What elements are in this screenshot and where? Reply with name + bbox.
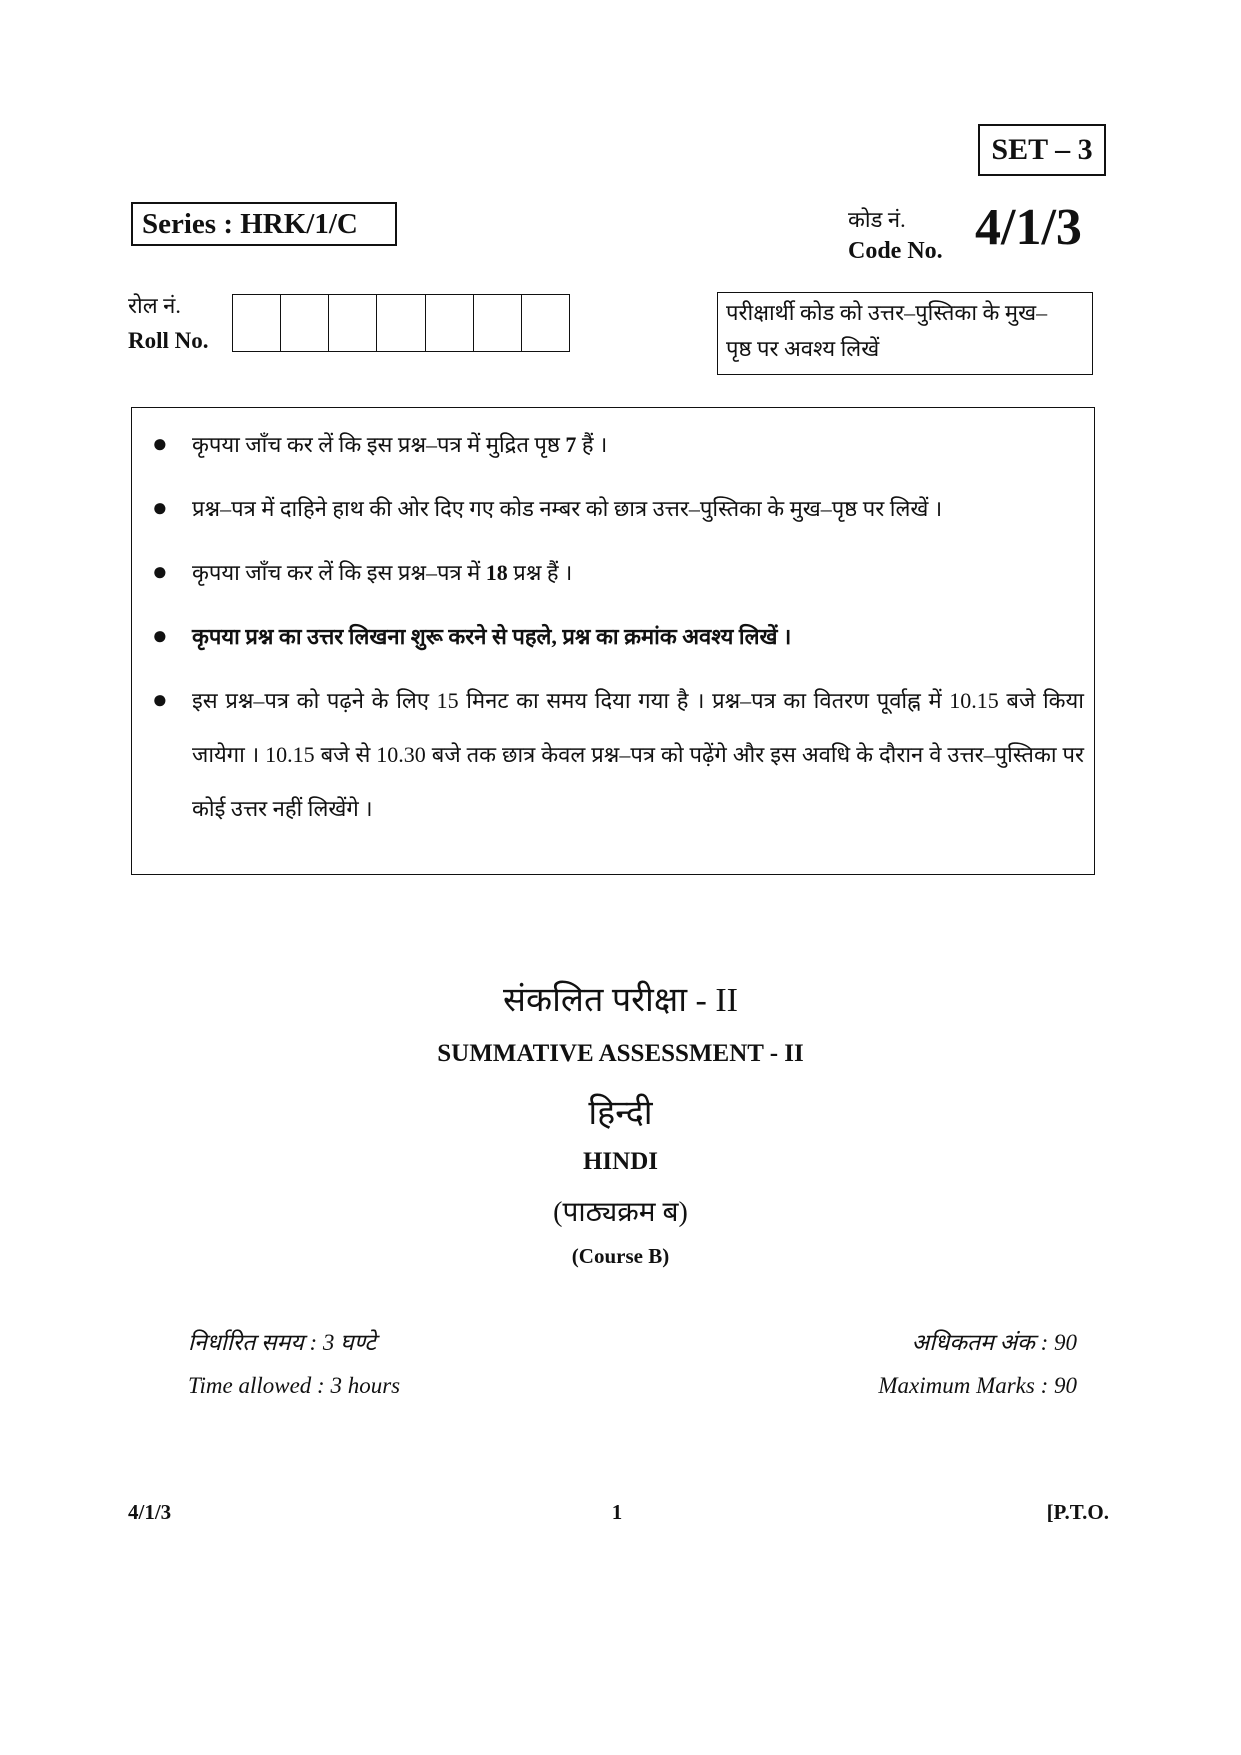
code-note-line-2: पृष्ठ पर अवश्य लिखें bbox=[726, 336, 880, 361]
course-english: (Course B) bbox=[571, 1244, 670, 1268]
max-marks-english: Maximum Marks : 90 bbox=[878, 1373, 1077, 1398]
subject-english: HINDI bbox=[582, 1148, 658, 1175]
instructions-box bbox=[131, 407, 1095, 875]
roll-box[interactable] bbox=[328, 294, 376, 352]
instruction-text: प्रश्न–पत्र में दाहिने हाथ की ओर दिए गए कोड नम्बर को छात्र उत्तर–पुस्तिका के मुख–पृष्ठ पर लिखें । bbox=[192, 496, 943, 521]
set-number-box: SET – 3 bbox=[978, 124, 1106, 176]
roll-box[interactable] bbox=[473, 294, 521, 352]
roll-box[interactable] bbox=[232, 294, 280, 352]
instruction-text: कृपया जाँच कर लें कि इस प्रश्न–पत्र में 18 प्रश्न हैं । bbox=[192, 560, 573, 585]
exam-title-english: SUMMATIVE ASSESSMENT - II bbox=[437, 1040, 804, 1067]
code-label-english: Code No. bbox=[848, 238, 943, 264]
course-hindi: (पाठ्यक्रम ब) bbox=[553, 1197, 688, 1228]
instruction-text: कृपया प्रश्न का उत्तर लिखना शुरू करने से पहले, प्रश्न का क्रमांक अवश्य लिखें । bbox=[192, 624, 792, 649]
roll-box[interactable] bbox=[376, 294, 424, 352]
instruction-text: इस प्रश्न–पत्र को पढ़ने के लिए 15 मिनट का समय दिया गया है । प्रश्न–पत्र का वितरण पूर्वाह्न में 10.15 बजे किया जायेगा । 10.15 बजे से 10.30 बजे तक छात्र केवल प्रश्न–पत्र को पढ़ेंगे और इस अवधि के दौरान वे उत्तर–पुस्तिका पर कोई उत्तर नहीं लिखेंगे । bbox=[192, 688, 1084, 821]
max-marks-hindi: अधिकतम अंक : 90 bbox=[911, 1330, 1077, 1355]
footer-code: 4/1/3 bbox=[128, 1500, 172, 1524]
series-box: Series : HRK/1/C bbox=[131, 202, 397, 246]
code-note-box bbox=[717, 292, 1093, 375]
roll-box[interactable] bbox=[280, 294, 328, 352]
page-number: 1 bbox=[611, 1500, 623, 1524]
roll-box[interactable] bbox=[425, 294, 473, 352]
time-allowed-english: Time allowed : 3 hours bbox=[188, 1373, 401, 1398]
code-number: 4/1/3 bbox=[975, 199, 1082, 256]
exam-title-hindi: संकलित परीक्षा - II bbox=[502, 982, 738, 1019]
bullet-icon: ● bbox=[152, 493, 168, 522]
roll-number-boxes[interactable] bbox=[232, 294, 570, 352]
roll-label-hindi: रोल नं. bbox=[128, 293, 181, 318]
code-label-hindi: कोड नं. bbox=[848, 207, 906, 232]
pto-label: [P.T.O. bbox=[1046, 1500, 1109, 1524]
roll-label-english: Roll No. bbox=[128, 328, 209, 353]
code-note-line-1: परीक्षार्थी कोड को उत्तर–पुस्तिका के मुख– bbox=[726, 300, 1048, 325]
bullet-icon: ● bbox=[152, 429, 168, 458]
subject-hindi: हिन्दी bbox=[588, 1095, 653, 1132]
roll-box[interactable] bbox=[521, 294, 570, 352]
bullet-icon: ● bbox=[152, 685, 168, 714]
bullet-icon: ● bbox=[152, 621, 168, 650]
time-allowed-hindi: निर्धारित समय : 3 घण्टे bbox=[188, 1330, 376, 1355]
bullet-icon: ● bbox=[152, 557, 168, 586]
instruction-text: कृपया जाँच कर लें कि इस प्रश्न–पत्र में मुद्रित पृष्ठ 7 हैं । bbox=[192, 432, 608, 457]
